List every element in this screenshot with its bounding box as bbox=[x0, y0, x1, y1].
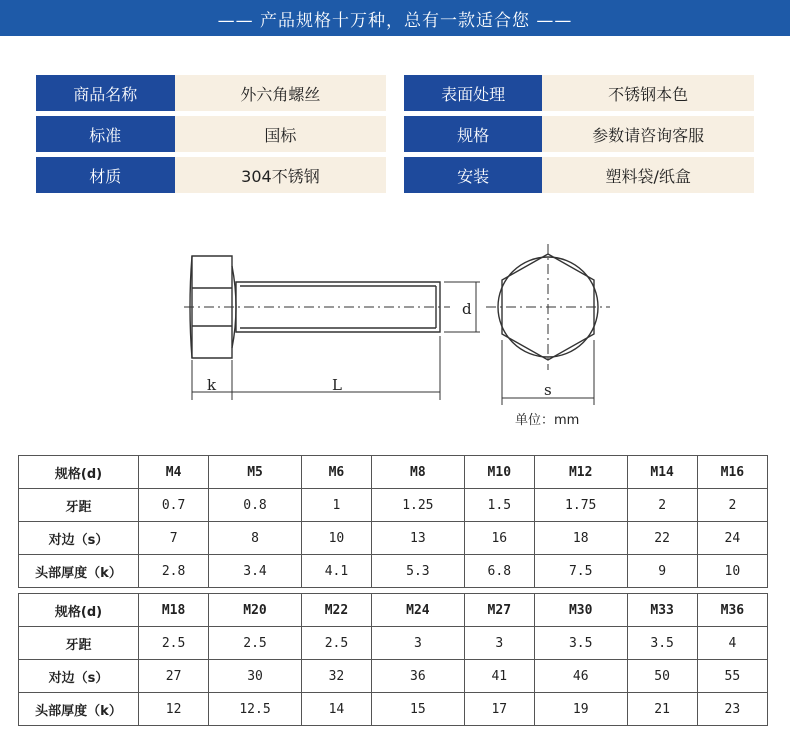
info-label: 表面处理 bbox=[404, 75, 543, 111]
table-cell: 2 bbox=[697, 489, 767, 522]
table-cell: 2.5 bbox=[209, 627, 302, 660]
info-value: 不锈钢本色 bbox=[542, 75, 754, 111]
table-cell: 4 bbox=[697, 627, 767, 660]
table-cell: 1 bbox=[301, 489, 371, 522]
table-cell: M18 bbox=[139, 594, 209, 627]
table-cell: 3.5 bbox=[627, 627, 697, 660]
k-label: k bbox=[207, 376, 217, 394]
table-cell: 14 bbox=[301, 693, 371, 726]
table-cell: 3.5 bbox=[534, 627, 627, 660]
table-cell: 15 bbox=[372, 693, 465, 726]
table-cell: M12 bbox=[534, 456, 627, 489]
info-value: 塑料袋/纸盒 bbox=[542, 157, 754, 193]
table-cell: 16 bbox=[464, 522, 534, 555]
table-cell: 0.7 bbox=[139, 489, 209, 522]
table-cell: 18 bbox=[534, 522, 627, 555]
table-cell: 规格(d) bbox=[19, 456, 139, 489]
info-value: 国标 bbox=[175, 116, 387, 152]
info-label: 商品名称 bbox=[36, 75, 175, 111]
table-cell: 3.4 bbox=[209, 555, 302, 588]
info-label: 材质 bbox=[36, 157, 175, 193]
info-row bbox=[36, 116, 754, 152]
table-row bbox=[19, 594, 768, 627]
banner-text: —— 产品规格十万种，总有一款适合您 —— bbox=[217, 10, 573, 31]
table-cell: M5 bbox=[209, 456, 302, 489]
table-row bbox=[19, 522, 768, 555]
spec-table bbox=[18, 455, 768, 726]
d-label: d bbox=[462, 300, 472, 318]
table-cell: 36 bbox=[372, 660, 465, 693]
table-cell: 19 bbox=[534, 693, 627, 726]
table-cell: 头部厚度（k） bbox=[19, 555, 139, 588]
banner bbox=[0, 0, 790, 36]
info-row bbox=[36, 75, 754, 111]
table-cell: 10 bbox=[697, 555, 767, 588]
L-label: L bbox=[332, 376, 342, 394]
table-row bbox=[19, 456, 768, 489]
info-value: 304不锈钢 bbox=[175, 157, 387, 193]
table-cell: 2.8 bbox=[139, 555, 209, 588]
table-cell: 1.75 bbox=[534, 489, 627, 522]
table-cell: 46 bbox=[534, 660, 627, 693]
table-cell: 8 bbox=[209, 522, 302, 555]
table-cell: M22 bbox=[301, 594, 371, 627]
table-cell: 12.5 bbox=[209, 693, 302, 726]
table-cell: 30 bbox=[209, 660, 302, 693]
bolt-diagram bbox=[180, 240, 620, 430]
table-cell: 牙距 bbox=[19, 489, 139, 522]
table-cell: M36 bbox=[697, 594, 767, 627]
info-value: 外六角螺丝 bbox=[175, 75, 387, 111]
table-cell: 55 bbox=[697, 660, 767, 693]
table-cell: 规格(d) bbox=[19, 594, 139, 627]
table-cell: 9 bbox=[627, 555, 697, 588]
table-cell: 7 bbox=[139, 522, 209, 555]
table-row bbox=[19, 660, 768, 693]
table-row bbox=[19, 555, 768, 588]
table-cell: 22 bbox=[627, 522, 697, 555]
table-cell: 50 bbox=[627, 660, 697, 693]
product-info-table bbox=[36, 70, 754, 198]
table-row bbox=[19, 693, 768, 726]
table-row bbox=[19, 489, 768, 522]
table-cell: M8 bbox=[372, 456, 465, 489]
table-cell: 21 bbox=[627, 693, 697, 726]
table-cell: 牙距 bbox=[19, 627, 139, 660]
table-cell: 41 bbox=[464, 660, 534, 693]
table-cell: M33 bbox=[627, 594, 697, 627]
table-cell: 2 bbox=[627, 489, 697, 522]
table-cell: M27 bbox=[464, 594, 534, 627]
table-cell: 12 bbox=[139, 693, 209, 726]
table-cell: M24 bbox=[372, 594, 465, 627]
table-cell: 对边（s） bbox=[19, 660, 139, 693]
table-cell: 4.1 bbox=[301, 555, 371, 588]
table-cell: 23 bbox=[697, 693, 767, 726]
s-label: s bbox=[544, 381, 552, 399]
info-label: 规格 bbox=[404, 116, 543, 152]
table-cell: 头部厚度（k） bbox=[19, 693, 139, 726]
info-row bbox=[36, 157, 754, 193]
table-cell: M10 bbox=[464, 456, 534, 489]
table-cell: 1.5 bbox=[464, 489, 534, 522]
unit-label: 单位：mm bbox=[515, 413, 580, 428]
table-cell: 1.25 bbox=[372, 489, 465, 522]
table-cell: M30 bbox=[534, 594, 627, 627]
table-cell: 17 bbox=[464, 693, 534, 726]
info-label: 安装 bbox=[404, 157, 543, 193]
table-cell: 对边（s） bbox=[19, 522, 139, 555]
table-cell: 13 bbox=[372, 522, 465, 555]
table-cell: 10 bbox=[301, 522, 371, 555]
table-cell: 0.8 bbox=[209, 489, 302, 522]
table-cell: 6.8 bbox=[464, 555, 534, 588]
table-cell: 7.5 bbox=[534, 555, 627, 588]
info-value: 参数请咨询客服 bbox=[542, 116, 754, 152]
table-cell: 3 bbox=[372, 627, 465, 660]
table-cell: 24 bbox=[697, 522, 767, 555]
table-cell: M14 bbox=[627, 456, 697, 489]
table-cell: 3 bbox=[464, 627, 534, 660]
info-label: 标准 bbox=[36, 116, 175, 152]
table-row bbox=[19, 627, 768, 660]
table-cell: 2.5 bbox=[139, 627, 209, 660]
table-cell: M16 bbox=[697, 456, 767, 489]
table-cell: M6 bbox=[301, 456, 371, 489]
table-cell: 27 bbox=[139, 660, 209, 693]
table-cell: M4 bbox=[139, 456, 209, 489]
table-cell: M20 bbox=[209, 594, 302, 627]
table-cell: 5.3 bbox=[372, 555, 465, 588]
table-cell: 32 bbox=[301, 660, 371, 693]
table-cell: 2.5 bbox=[301, 627, 371, 660]
